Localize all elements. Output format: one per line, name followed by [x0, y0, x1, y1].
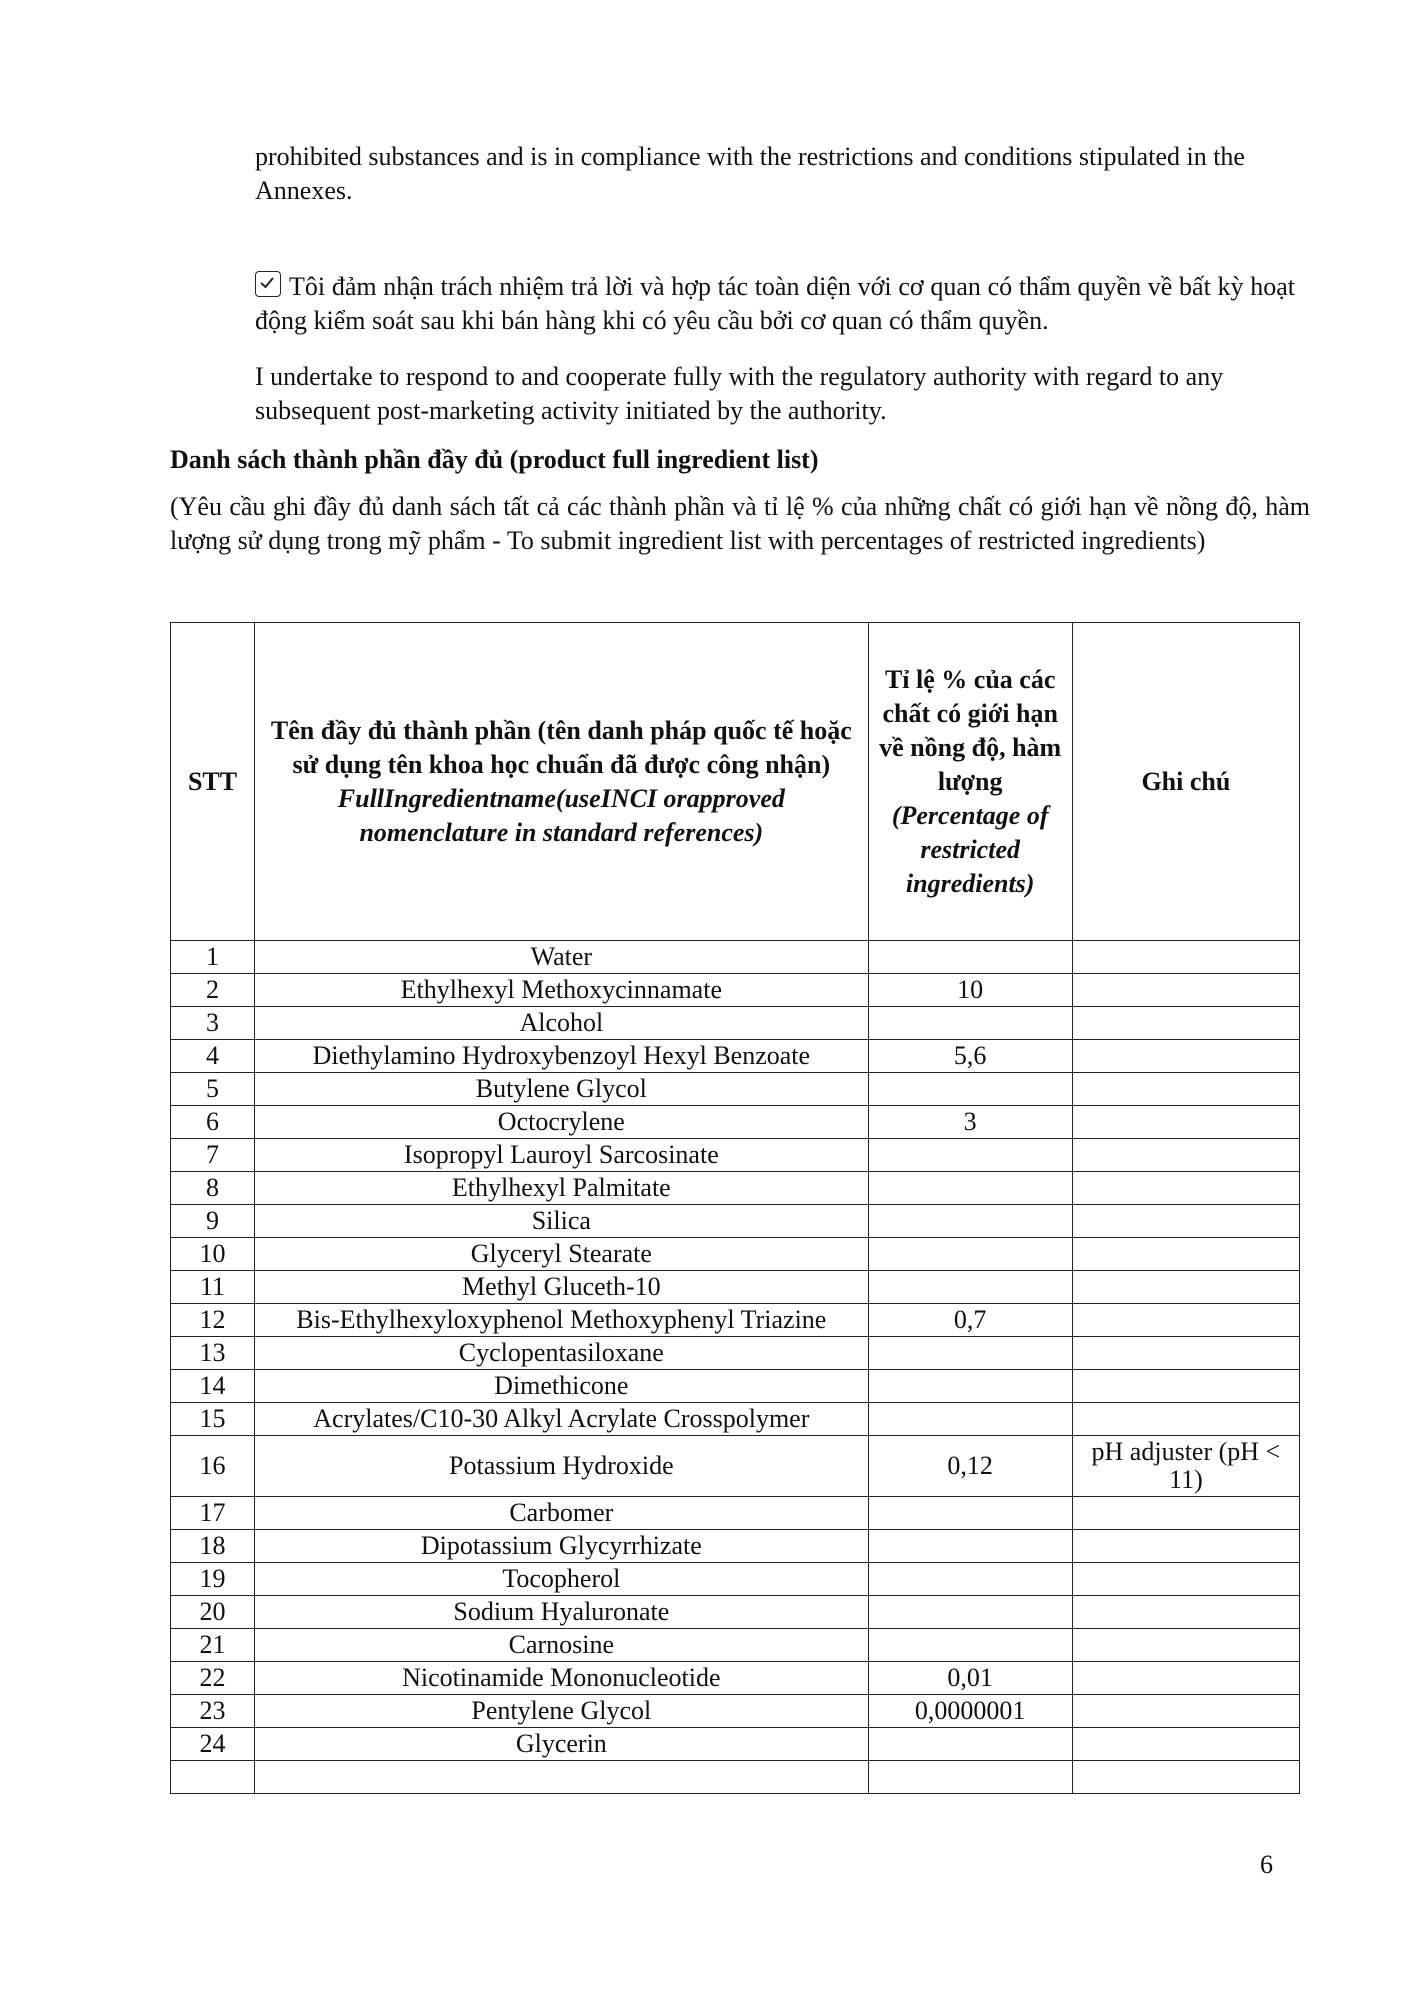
cell-note	[1072, 1073, 1299, 1106]
cell-stt: 2	[171, 974, 255, 1007]
cell-note	[1072, 1662, 1299, 1695]
cell-percentage	[868, 1761, 1072, 1794]
cell-percentage: 5,6	[868, 1040, 1072, 1073]
cell-percentage	[868, 1337, 1072, 1370]
cell-ingredient-name: Silica	[255, 1205, 869, 1238]
cell-note	[1072, 1695, 1299, 1728]
table-row	[171, 1007, 1300, 1040]
cell-note	[1072, 1304, 1299, 1337]
header-stt: STT	[171, 623, 255, 941]
cell-stt: 21	[171, 1629, 255, 1662]
cell-note	[1072, 1337, 1299, 1370]
table-row	[171, 1337, 1300, 1370]
table-row	[171, 1629, 1300, 1662]
cell-note	[1072, 1629, 1299, 1662]
table-row	[171, 1403, 1300, 1436]
cell-ingredient-name: Nicotinamide Mononucleotide	[255, 1662, 869, 1695]
table-row	[171, 1530, 1300, 1563]
cell-stt: 9	[171, 1205, 255, 1238]
table-row	[171, 1304, 1300, 1337]
cell-ingredient-name: Carnosine	[255, 1629, 869, 1662]
cell-stt: 22	[171, 1662, 255, 1695]
cell-ingredient-name: Carbomer	[255, 1497, 869, 1530]
cell-ingredient-name: Ethylhexyl Methoxycinnamate	[255, 974, 869, 1007]
cell-percentage: 0,01	[868, 1662, 1072, 1695]
cell-note	[1072, 1596, 1299, 1629]
cell-stt: 12	[171, 1304, 255, 1337]
commitment-vi-text: Tôi đảm nhận trách nhiệm trả lời và hợp tác toàn diện với cơ quan có thẩm quyền về bất kỳ hoạt động kiểm soát sau khi bán hàng khi có yêu cầu bởi cơ quan có thẩm quyền.	[255, 272, 1295, 335]
cell-ingredient-name: Ethylhexyl Palmitate	[255, 1172, 869, 1205]
cell-percentage	[868, 1205, 1072, 1238]
cell-ingredient-name: Butylene Glycol	[255, 1073, 869, 1106]
cell-percentage	[868, 1139, 1072, 1172]
cell-stt: 10	[171, 1238, 255, 1271]
cell-percentage: 0,7	[868, 1304, 1072, 1337]
cell-ingredient-name: Octocrylene	[255, 1106, 869, 1139]
cell-ingredient-name: Alcohol	[255, 1007, 869, 1040]
cell-stt: 16	[171, 1436, 255, 1497]
table-row	[171, 1563, 1300, 1596]
cell-percentage	[868, 1629, 1072, 1662]
cell-note	[1072, 1205, 1299, 1238]
cell-ingredient-name	[255, 1761, 869, 1794]
header-note: Ghi chú	[1072, 623, 1299, 941]
cell-percentage	[868, 1073, 1072, 1106]
cell-stt: 20	[171, 1596, 255, 1629]
cell-percentage	[868, 941, 1072, 974]
cell-percentage: 10	[868, 974, 1072, 1007]
cell-ingredient-name: Bis-Ethylhexyloxyphenol Methoxyphenyl Triazine	[255, 1304, 869, 1337]
cell-percentage	[868, 1403, 1072, 1436]
header-percentage	[868, 623, 1072, 941]
cell-ingredient-name: Dimethicone	[255, 1370, 869, 1403]
cell-stt: 1	[171, 941, 255, 974]
commitment-en: I undertake to respond to and cooperate fully with the regulatory authority with regard to any subsequent post-marketing activity initiated by the authority.	[255, 362, 1224, 425]
table-row	[171, 1761, 1300, 1794]
cell-percentage	[868, 1172, 1072, 1205]
table-row	[171, 1238, 1300, 1271]
section-title: Danh sách thành phần đầy đủ (product full ingredient list)	[170, 445, 819, 474]
header-name-vi: Tên đầy đủ thành phần (tên danh pháp quốc tế hoặc sử dụng tên khoa học chuẩn đã được công nhận)	[270, 715, 852, 779]
cell-ingredient-name: Water	[255, 941, 869, 974]
table-row	[171, 1497, 1300, 1530]
table-row	[171, 1370, 1300, 1403]
cell-stt	[171, 1761, 255, 1794]
cell-note	[1072, 974, 1299, 1007]
cell-percentage	[868, 1596, 1072, 1629]
cell-stt: 5	[171, 1073, 255, 1106]
cell-note: pH adjuster (pH < 11)	[1072, 1436, 1299, 1497]
table-row	[171, 1436, 1300, 1497]
page-number: 6	[1260, 1850, 1273, 1879]
cell-stt: 23	[171, 1695, 255, 1728]
cell-note	[1072, 1139, 1299, 1172]
cell-note	[1072, 941, 1299, 974]
cell-note	[1072, 1761, 1299, 1794]
cell-ingredient-name: Glycerin	[255, 1728, 869, 1761]
cell-note	[1072, 1007, 1299, 1040]
cell-stt: 13	[171, 1337, 255, 1370]
cell-note	[1072, 1563, 1299, 1596]
table-header-row	[171, 623, 1300, 941]
cell-percentage	[868, 1530, 1072, 1563]
cell-note	[1072, 1172, 1299, 1205]
table-row	[171, 1073, 1300, 1106]
cell-note	[1072, 1530, 1299, 1563]
cell-stt: 11	[171, 1271, 255, 1304]
cell-stt: 6	[171, 1106, 255, 1139]
cell-note	[1072, 1403, 1299, 1436]
cell-stt: 17	[171, 1497, 255, 1530]
cell-stt: 24	[171, 1728, 255, 1761]
cell-stt: 4	[171, 1040, 255, 1073]
table-row	[171, 941, 1300, 974]
table-row	[171, 974, 1300, 1007]
cell-ingredient-name: Cyclopentasiloxane	[255, 1337, 869, 1370]
cell-ingredient-name: Isopropyl Lauroyl Sarcosinate	[255, 1139, 869, 1172]
cell-stt: 8	[171, 1172, 255, 1205]
section-note: (Yêu cầu ghi đầy đủ danh sách tất cả các thành phần và tỉ lệ % của những chất có giới hạn về nồng độ, hàm lượng sử dụng trong mỹ phẩm - To submit ingredient list with percentages of restricted ingredients)	[170, 492, 1310, 555]
cell-percentage	[868, 1238, 1072, 1271]
cell-percentage	[868, 1728, 1072, 1761]
cell-stt: 7	[171, 1139, 255, 1172]
header-name-en: FullIngredientname(useINCI orapproved nomenclature in standard references)	[337, 783, 785, 847]
table-row	[171, 1040, 1300, 1073]
cell-percentage	[868, 1563, 1072, 1596]
table-row	[171, 1106, 1300, 1139]
cell-note	[1072, 1728, 1299, 1761]
commitment-vi	[255, 270, 1295, 338]
cell-ingredient-name: Tocopherol	[255, 1563, 869, 1596]
header-pct-en: (Percentage of restricted ingredients)	[891, 800, 1049, 898]
table-row	[171, 1662, 1300, 1695]
cell-percentage	[868, 1271, 1072, 1304]
continued-declaration-text: prohibited substances and is in compliance with the restrictions and conditions stipulated in the Annexes.	[255, 142, 1245, 205]
table-row	[171, 1205, 1300, 1238]
cell-percentage	[868, 1370, 1072, 1403]
ingredient-table	[170, 622, 1300, 1794]
cell-note	[1072, 1040, 1299, 1073]
cell-percentage: 0,0000001	[868, 1695, 1072, 1728]
cell-percentage	[868, 1497, 1072, 1530]
cell-stt: 14	[171, 1370, 255, 1403]
table-row	[171, 1596, 1300, 1629]
cell-stt: 15	[171, 1403, 255, 1436]
table-row	[171, 1728, 1300, 1761]
cell-ingredient-name: Dipotassium Glycyrrhizate	[255, 1530, 869, 1563]
cell-stt: 19	[171, 1563, 255, 1596]
cell-percentage	[868, 1007, 1072, 1040]
table-row	[171, 1695, 1300, 1728]
cell-ingredient-name: Pentylene Glycol	[255, 1695, 869, 1728]
table-row	[171, 1271, 1300, 1304]
cell-ingredient-name: Acrylates/C10-30 Alkyl Acrylate Crosspolymer	[255, 1403, 869, 1436]
cell-note	[1072, 1106, 1299, 1139]
table-row	[171, 1139, 1300, 1172]
table-row	[171, 1172, 1300, 1205]
checked-checkbox-icon[interactable]	[255, 271, 281, 297]
cell-ingredient-name: Diethylamino Hydroxybenzoyl Hexyl Benzoate	[255, 1040, 869, 1073]
header-ingredient-name	[255, 623, 869, 941]
cell-ingredient-name: Potassium Hydroxide	[255, 1436, 869, 1497]
cell-ingredient-name: Sodium Hyaluronate	[255, 1596, 869, 1629]
cell-note	[1072, 1271, 1299, 1304]
cell-percentage: 0,12	[868, 1436, 1072, 1497]
header-pct-vi: Tỉ lệ % của các chất có giới hạn về nồng độ, hàm lượng	[879, 664, 1062, 796]
cell-ingredient-name: Methyl Gluceth-10	[255, 1271, 869, 1304]
cell-percentage: 3	[868, 1106, 1072, 1139]
cell-note	[1072, 1238, 1299, 1271]
cell-note	[1072, 1370, 1299, 1403]
cell-note	[1072, 1497, 1299, 1530]
cell-stt: 3	[171, 1007, 255, 1040]
cell-stt: 18	[171, 1530, 255, 1563]
cell-ingredient-name: Glyceryl Stearate	[255, 1238, 869, 1271]
